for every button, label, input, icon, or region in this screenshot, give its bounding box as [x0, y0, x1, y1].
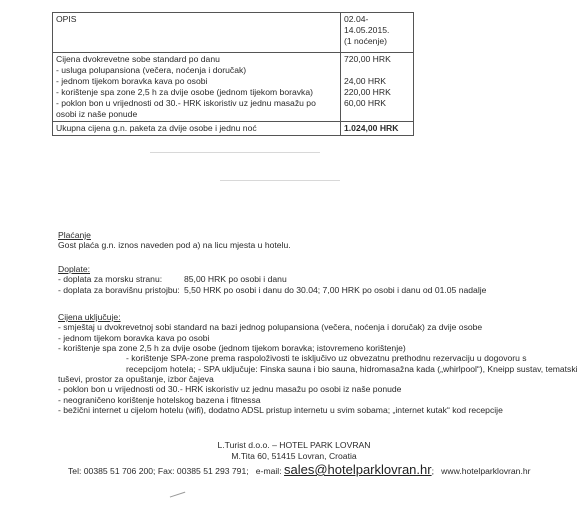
total-value-cell: 1.024,00 HRK [341, 122, 414, 136]
includes-line: - smještaj u dvokrevetnoj sobi standard na bazi jednog polupansiona (večera, noćenja i doručak) za dvije osobe [58, 322, 483, 333]
footer-address: M.Tita 60, 51415 Lovran, Croatia [231, 451, 357, 461]
total-label-cell: Ukupna cijena g.n. paketa za dvije osobe i jednu noć [53, 122, 341, 136]
price-includes-title: Cijena uključuje: [58, 312, 121, 322]
footer-contact: Tel: 00385 51 706 200; Fax: 00385 51 293 791; e-mail: sales@hotelparklovran.hr; www.hotelparklovran.hr [68, 462, 531, 477]
pen-mark [170, 492, 186, 501]
includes-line: - neograničeno korištenje hotelskog bazena i fitnessa [58, 394, 261, 405]
surcharge-row [58, 274, 578, 284]
package-items-cell [53, 53, 341, 122]
header-date-line: 14.05.2015. [344, 25, 390, 35]
price-includes-section [58, 312, 578, 415]
includes-indented-line: - korištenje SPA-zone prema raspoloživosti te isključivo uz obvezatnu prethodnu rezervaciju u dogovoru s [126, 353, 527, 364]
website-link[interactable]: www.hotelparklovran.hr [441, 466, 531, 476]
surcharge-label: - doplata za boravišnu pristojbu: [58, 284, 180, 295]
package-prices-cell [341, 53, 414, 122]
surcharge-label: - doplata za morsku stranu: [58, 274, 163, 285]
scan-artifact [220, 180, 340, 181]
surcharge-value: 85,00 HRK po osobi i danu [184, 274, 287, 285]
item-price [344, 109, 410, 120]
payment-title: Plaćanje [58, 230, 91, 240]
section-price: 720,00 HRK [344, 54, 391, 64]
package-item: - poklon bon u vrijednosti od 30.- HRK iskoristiv uz jednu masažu po [56, 98, 316, 108]
surcharge-value: 5,50 HRK po osobi i danu do 30.04; 7,00 HRK po osobi i danu od 01.05 nadalje [184, 284, 487, 295]
section-title: Cijena dvokrevetne sobe standard po danu [56, 54, 220, 64]
phone-fax: Tel: 00385 51 706 200; Fax: 00385 51 293 791; [68, 466, 249, 476]
table-row [53, 53, 414, 122]
item-price [344, 65, 410, 76]
includes-line: - bežični internet u cijelom hotelu (wifi), dodatno ADSL pristup internetu u svim sobama; „internet kutak“ kod recepcije [58, 404, 503, 415]
item-price: 220,00 HRK [344, 87, 391, 97]
surcharge-row [58, 285, 578, 295]
package-item: - jednom tijekom boravka kava po osobi [56, 76, 208, 86]
header-date-line: (1 noćenje) [344, 36, 387, 46]
includes-line: - jednom tijekom boravka kava po osobi [58, 332, 210, 343]
payment-section [58, 230, 578, 251]
email-label: e-mail: [255, 466, 282, 476]
scan-artifact [150, 152, 320, 153]
surcharges-section [58, 264, 578, 295]
header-date-line: 02.04- [344, 14, 369, 24]
package-item: - korištenje spa zone 2,5 h za dvije osobe (jednom tijekom boravka) [56, 87, 313, 97]
price-table [52, 12, 414, 136]
payment-text: Gost plaća g.n. iznos naveden pod a) na licu mjesta u hotelu. [58, 240, 291, 251]
footer-company: L.Turist d.o.o. – HOTEL PARK LOVRAN [217, 440, 371, 450]
table-header-row [53, 13, 414, 53]
item-price: 24,00 HRK [344, 76, 387, 86]
package-item: osobi iz naše ponude [56, 109, 138, 119]
includes-indented-line: recepcijom hotela; - SPA uključuje: Finska sauna i bio sauna, hidromasažna kada („whirlpool“), Kneipp sustav, tematski [126, 363, 578, 374]
item-price: 60,00 HRK [344, 98, 387, 108]
header-label-cell: OPIS [53, 13, 341, 53]
includes-line: - poklon bon u vrijednosti od 30.- HRK iskoristiv uz jednu masažu po osobi iz naše ponude [58, 384, 402, 395]
email-link[interactable]: sales@hotelparklovran.hr [283, 462, 432, 477]
includes-line: tuševi, prostor za opuštanje, izbor čajeva [58, 373, 214, 384]
header-dates-cell [341, 13, 414, 53]
table-total-row [53, 122, 414, 136]
includes-line: - korištenje spa zone 2,5 h za dvije osobe (jednom tijekom boravka; istovremeno korištenje) [58, 342, 406, 353]
package-item: - usluga polupansiona (večera, noćenja i doručak) [56, 65, 247, 75]
surcharges-title: Doplate: [58, 264, 91, 274]
